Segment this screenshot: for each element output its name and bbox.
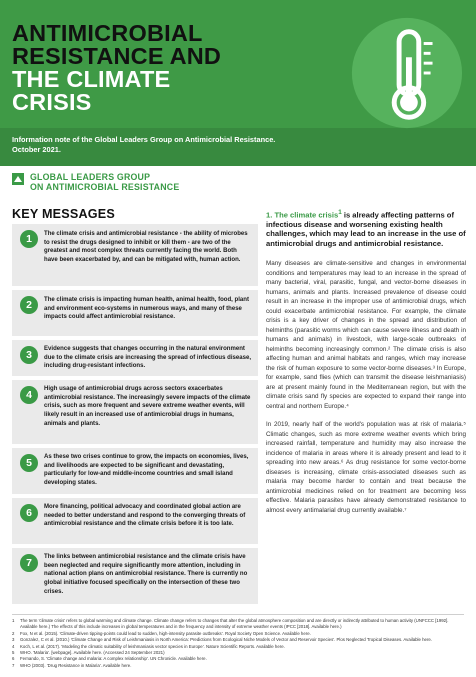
message-number: 1	[20, 230, 38, 248]
information-note	[12, 135, 432, 154]
footnote-text: WHO. 'Malaria'. [webpage]. Available here. (Accessed 24 September 2021)	[20, 650, 165, 656]
section-heading-rest: is already affecting patterns of infectious disease and worsening existing health challenges, which may lead to an increase in the use of antimicrobial drugs and antimicrobial resistance.	[266, 210, 466, 248]
footnote-number: 2	[12, 630, 15, 636]
title-line: CRISIS	[12, 89, 92, 115]
key-message-item	[12, 224, 258, 286]
key-message-item	[12, 548, 258, 604]
footnote-text: Fernando, S. 'Climate change and malaria: A complex relationship'. UN Chronicle. Available here.	[20, 656, 207, 662]
message-number: 4	[20, 386, 38, 404]
title-line: ANTIMICROBIAL	[12, 20, 203, 46]
footnote-text: Fox, N et al. (2015). 'Climate-driven tipping-points could lead to sudden, high-intensity parasite outbreaks'. Royal Society Open Science. Available here.	[20, 630, 311, 636]
key-message-item	[12, 498, 258, 544]
key-message-item	[12, 290, 258, 336]
footnote-number: 1	[12, 618, 15, 623]
footnote-text: The term 'climate crisis' refers to global warming and climate change. Climate change refers to changes that alter the global atmosphere composition and are directly or indirectly attributed to human activity (UNFCCC [1992]. Available here.) The effects of this include increases in global temperatures and in the frequency and intensity of extreme weather events (IPCC [2018]. Available here.)	[20, 618, 449, 630]
footnote-number: 3	[12, 637, 15, 643]
footnote-ref: 1	[338, 209, 342, 216]
footnote-text: Koch, L et al. (2017). 'Modeling the climatic suitability of leishmaniasis vector species in Europe'. Nature Scientific Reports. Available here.	[20, 643, 285, 649]
organization-name	[30, 172, 179, 192]
footnote	[12, 618, 464, 631]
message-number: 7	[20, 554, 38, 572]
header-band	[0, 0, 476, 166]
footnote-number: 4	[12, 643, 15, 649]
message-text: The links between antimicrobial resistance and the climate crisis have been neglected and require significantly more attention, including in national action plans on antimicrobial resistance. There is currently no global initiative focused specifically on the intersection of these two crises.	[44, 554, 248, 595]
message-text: The climate crisis and antimicrobial resistance - the ability of microbes to resist the drugs designed to inhibit or kill them - are two of the greatest and most complex threats currently facing the world. Both have been exacerbated by, and can be mitigated with, human action.	[44, 231, 248, 264]
key-message-item	[12, 448, 258, 494]
footnote	[12, 663, 464, 669]
message-number: 5	[20, 454, 38, 472]
section-heading	[266, 208, 466, 248]
key-messages-title: KEY MESSAGES	[12, 207, 115, 221]
key-message-item	[12, 340, 258, 376]
message-number: 6	[20, 504, 38, 522]
footnote-number: 7	[12, 662, 15, 668]
org-line: ON ANTIMICROBIAL RESISTANCE	[30, 182, 180, 192]
footnote-text: WHO (2003). 'Drug Resistance in Malaria'. Available here.	[20, 662, 132, 668]
org-line: GLOBAL LEADERS GROUP	[30, 172, 151, 182]
message-number: 2	[20, 296, 38, 314]
note-line: Information note of the Global Leaders Group on Antimicrobial Resistance.	[12, 135, 276, 144]
title-line: RESISTANCE AND	[12, 43, 222, 69]
title-line: THE CLIMATE	[12, 66, 171, 92]
message-text: More financing, political advocacy and coordinated global action are needed to better understand and respond to the converging threats of antimicrobial resistance and the climate crisis before it is too late.	[44, 504, 246, 528]
body-paragraph: Many diseases are climate-sensitive and changes in environmental conditions and temperatures may lead to an increase in the spread of many bacterial, viral, parasitic, fungal, and vector-borne diseases in humans, animals and plants. Increased prevalence of disease could result in an increase in the improper use of antimicrobial drugs, which could exacerbate antimicrobial resistance. For example, the climate crisis is a key driver of changes in the spread and distribution of helminths (parasitic worms which can cause severe illness and death in humans and animals) in livestock, with large-scale outbreaks of helminths becoming increasingly common.² The climate crisis is also affecting human and animal habitats and ranges, which may increase the risk of human exposure to some vector-borne diseases.³ In Europe, for example, sand flies (which can transmit the disease leishmaniasis) are at present mainly found in the Mediterranean region, but with the climate crisis sand fly species are expected to expand their range into central and northern Europe.⁴	[266, 260, 466, 410]
footnote-number: 5	[12, 650, 15, 656]
section-heading-lead: 1. The climate crisis	[266, 210, 339, 220]
message-text: As these two crises continue to grow, the impacts on economies, lives, and livelihoods are expected to be significant and devastating, particularly for low-and middle-income countries and small island developing states.	[44, 454, 249, 487]
footnote-divider	[12, 614, 464, 615]
footnote-text: Gonzalez, C et al. (2010.) 'Climate Change and Risk of Leishmaniasis in North America: Predictions from Ecological Niche Models of Vector and Reservoir Species'. Plos Neglected Tropical Diseases. Available here.	[20, 637, 433, 643]
page-title	[12, 22, 342, 114]
footnotes	[12, 618, 464, 669]
key-message-item	[12, 380, 258, 444]
group-logo-icon	[12, 173, 24, 185]
section-1	[266, 208, 466, 515]
message-number: 3	[20, 346, 38, 364]
body-paragraph: In 2019, nearly half of the world's population was at risk of malaria.⁵ Climatic changes, such as more extreme weather events which bring increased rainfall, temperature and humidity may also increase the incidence of malaria in areas where it is already present and lead to it spreading into new areas.⁶ As drug resistance for some vector-borne diseases is increasing, climate crisis-associated diseases such as malaria may become harder to contain and treat because the antimicrobial medicines relied on for treatment are becoming less effective. Malaria parasites have already demonstrated resistance to almost every antimalarial drug currently available.⁷	[266, 421, 466, 514]
message-text: High usage of antimicrobial drugs across sectors exacerbates antimicrobial resistance. The increasingly severe impacts of the climate crisis, such as more frequent and severe extreme weather events, will likely result in an increased use of antimicrobial drugs in humans, animals and plants.	[44, 386, 251, 427]
message-text: Evidence suggests that changes occurring in the natural environment due to the climate crisis are increasing the spread of infectious disease, including drug-resistant infections.	[44, 346, 252, 370]
footnote-number: 6	[12, 656, 15, 662]
thermometer-icon	[346, 14, 464, 132]
note-line: October 2021.	[12, 144, 61, 154]
message-text: The climate crisis is impacting human health, animal health, food, plant and environment eco-systems in numerous ways, and many of these impacts could affect antimicrobial resistance.	[44, 297, 249, 321]
